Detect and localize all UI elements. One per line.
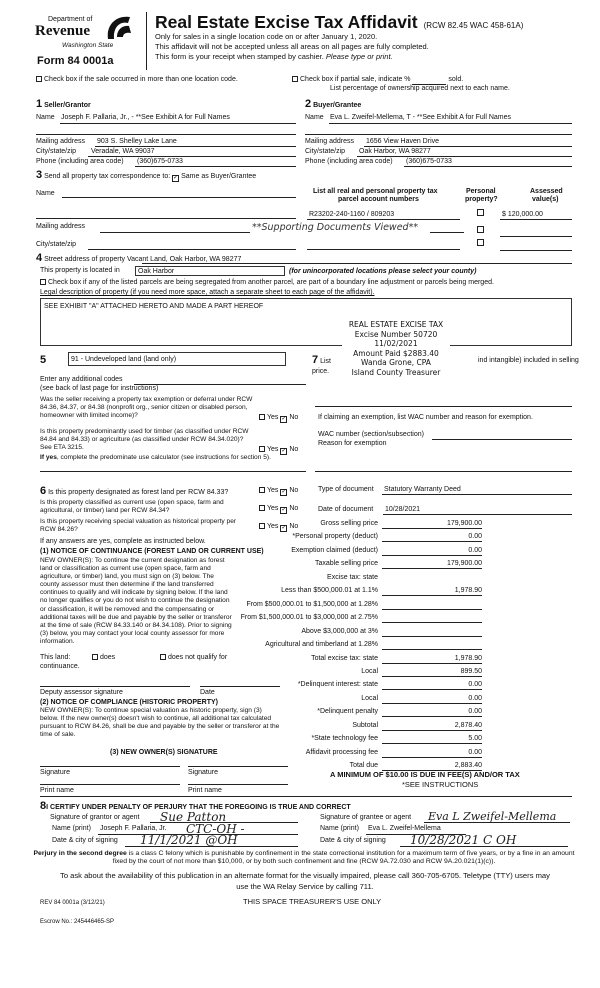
label: This land: — [40, 654, 71, 661]
label: Date & city of signing — [52, 837, 118, 844]
tax-row-value[interactable]: 0.00 — [382, 533, 482, 542]
tax-row-value[interactable]: 2,878.40 — [382, 722, 482, 731]
form-number: Form 84 0001a — [37, 55, 114, 67]
tax-row-value[interactable]: 0.00 — [382, 708, 482, 717]
timber-ag-yes-no[interactable]: Yes ✓ No — [259, 446, 298, 455]
does-not-qualify-checkbox[interactable] — [160, 654, 227, 662]
label: Yes — [267, 523, 279, 530]
grantee-date-field[interactable]: 10/28/2021 C OH — [410, 833, 517, 847]
grantor-signature[interactable]: Sue Patton — [160, 810, 227, 824]
label: continuance. — [40, 663, 80, 670]
tax-row-value[interactable]: 0.00 — [382, 749, 482, 758]
section-number: 7 — [312, 354, 319, 366]
label: Yes — [267, 505, 279, 512]
label: (see back of last page for instructions) — [40, 385, 159, 392]
section-number: 6 — [40, 485, 47, 497]
personal-property-checkbox[interactable] — [477, 209, 484, 216]
tax-row-value[interactable]: 1,978.90 — [382, 655, 482, 664]
tax-row-value[interactable]: 1,978.90 — [382, 587, 482, 596]
label: Name (print) — [320, 825, 359, 832]
label: City/state/zip — [305, 148, 346, 155]
tax-row-label: Exemption claimed (deduct) — [291, 546, 378, 554]
receipt-note: This form is your receipt when stamped by cashier. — [155, 52, 324, 61]
grantor-date-field[interactable]: 11/1/2021 @OH — [140, 833, 238, 847]
grantor-name-field[interactable]: Joseph F. Pallaria, Jr. — [100, 825, 167, 832]
see-instructions: *SEE INSTRUCTIONS — [402, 780, 479, 789]
section-number: 4 — [36, 252, 43, 264]
legal-description-field[interactable] — [40, 298, 572, 346]
label: does — [100, 654, 116, 661]
label: No — [289, 446, 299, 453]
legal-description-text: SEE EXHIBIT "A" ATTACHED HERETO AND MADE A PART HEREOF — [44, 303, 264, 310]
section-heading: Seller/Grantor — [44, 102, 91, 109]
section-number: 5 — [40, 354, 47, 366]
seller-phone-field[interactable]: (360)675-0733 — [137, 158, 183, 165]
section-number: 8 — [40, 800, 47, 812]
title-row — [155, 13, 523, 32]
treasurer-use-label: THIS SPACE TREASURER'S USE ONLY — [243, 897, 382, 906]
accessibility-note: To ask about the availability of this publication in an alternate format for the visually impaired, please call 360-705-6705. Teletype (TTY) users may use the WA Relay Service by calling 711. — [60, 871, 550, 891]
label: is a class C felony which is punishable by confinement in the state correctional institution for a maximum term of five years, or by a fine in an amount fixed by the court of not more than $10,000, or by both such confinement and fine (RCW 9A.72.030 and RCW 9A.20.021(1)(c)). — [112, 850, 575, 866]
label: Phone (including area code) — [305, 158, 393, 165]
label: Enter any additional codes — [40, 376, 123, 383]
label: If yes — [40, 454, 57, 461]
question-text: Is this property classified as current use (open space, farm and agricultural, or timber) land per RCW 84.34? — [40, 499, 224, 515]
tax-row-label: Taxable selling price — [314, 560, 378, 568]
tax-row-label: *Delinquent interest: state — [297, 681, 378, 689]
grantee-signature[interactable]: Eva L Zweifel-Mellema — [428, 810, 557, 823]
label: , complete the predominate use calculator (see instructions for section 5). — [56, 454, 271, 461]
section-number: 2 — [305, 98, 312, 110]
buyer-name-field[interactable]: Eva L. Zweifel-Mellema, T - **See Exhibit A for Full Names — [330, 114, 512, 121]
label: No — [289, 523, 299, 530]
label: ind intangible) included in selling — [478, 357, 579, 364]
label: Yes — [267, 446, 279, 453]
dept-label: Department of — [48, 16, 93, 23]
seller-name-field[interactable]: Joseph F. Pallaria, Jr., - **See Exhibit A for Full Names — [61, 114, 230, 121]
label: No — [289, 487, 299, 494]
partial-percent-field[interactable] — [412, 76, 446, 85]
partial-sale-checkbox[interactable] — [292, 76, 463, 85]
location-select[interactable]: Oak Harbor — [135, 266, 285, 276]
label: Yes — [267, 487, 279, 494]
same-as-buyer-checkbox[interactable]: ✓ — [173, 175, 179, 181]
column-header: Personal — [466, 188, 496, 195]
label: Name — [36, 190, 55, 197]
instruction-line: This affidavit will not be accepted unless all areas on all pages are fully completed. — [155, 42, 429, 51]
label: Print name — [188, 787, 222, 794]
buyer-mail-field[interactable]: 1656 View Haven Drive — [366, 138, 440, 145]
label: Signature — [188, 769, 218, 776]
label: Check box if the sale occurred in more than one location code. — [44, 76, 238, 83]
seller-mail-field[interactable]: 903 S. Shelley Lake Lane — [97, 138, 177, 145]
label: Mailing address — [36, 138, 86, 145]
stamp-line: 11/02/2021 — [374, 339, 418, 348]
label: City/state/zip — [36, 148, 77, 155]
label: Send all property tax correspondence to: — [44, 173, 171, 180]
notice-text: NEW OWNER(S): To continue the current designation as forest land or classification as current use (open space, farm and agriculture, or timber) land, you must sign on (3) below. The county assessor must then determine if the land transferred continues to qualify and will indicate by signing below. If the land no longer qualifies or you do not wish to continue the designation or classification, it will be removed and the compensating or additional taxes will be due and payable by the seller or transferor at the time of sale (RCW 84.33.140 or 84.34.108). Prior to signing (3) below, you may contact your local county assessor for more information. — [40, 557, 232, 645]
label: Date of document — [318, 506, 374, 513]
stamp-line: Wanda Grone, CPA — [361, 358, 431, 367]
tax-row-label: Gross selling price — [320, 520, 378, 527]
tax-row-value[interactable] — [382, 641, 482, 650]
label: Print name — [40, 787, 74, 794]
section-heading: Buyer/Grantee — [313, 102, 362, 109]
tax-row-value[interactable] — [382, 614, 482, 623]
partial-note: List percentage of ownership acquired next to each name. — [330, 85, 510, 92]
type-print-note: Please type or print. — [325, 52, 393, 61]
state-label: Washington State — [62, 42, 114, 49]
historic-yes-no[interactable]: Yes ✓ No — [259, 523, 298, 532]
document-date-field[interactable]: 10/28/2021 — [385, 506, 421, 513]
notice-title: (1) NOTICE OF CONTINUANCE (FOREST LAND OR CURRENT USE) — [40, 548, 264, 555]
handwritten-note: CTC-OH - — [186, 822, 245, 836]
tax-row-label: From $500,000.01 to $1,500,000 at 1.28% — [246, 600, 378, 608]
buyer-city-field[interactable]: Oak Harbor, WA 98277 — [359, 148, 431, 155]
tax-row-value[interactable] — [382, 628, 482, 637]
tax-row-label: Total excise tax: state — [311, 654, 378, 662]
header-divider — [146, 12, 147, 70]
segregated-checkbox[interactable] — [40, 279, 494, 287]
label: Check box if partial sale, indicate % — [300, 76, 411, 83]
tax-row-label: Excise tax: state — [327, 573, 378, 581]
tax-row-value[interactable]: 0.00 — [382, 547, 482, 556]
notice-text: NEW OWNER(S): To continue special valuation as historic property, sign (3) below. If the new owner(s) doesn't wish to continue, all additional tax calculated pursuant to RCW 84.26, shall be due and payable by the seller or transferor at the time of sale. — [40, 707, 280, 739]
instruction-line: Only for sales in a single location code on or after January 1, 2020. — [155, 32, 378, 41]
label: Signature of grantee or agent — [320, 814, 412, 821]
label: This property is located in — [40, 267, 120, 274]
tax-row-label: Agricultural and timberland at 1.28% — [265, 641, 378, 649]
label: Signature — [40, 769, 70, 776]
land-use-code-select[interactable]: 91 - Undeveloped land (land only) — [68, 352, 286, 366]
tax-row-label: From $1,500,000.01 to $3,000,000 at 2.75% — [240, 614, 378, 622]
label: Reason for exemption — [318, 440, 387, 447]
label: Yes — [267, 414, 279, 421]
column-header: Assessed — [530, 188, 563, 195]
label: Check box if any of the listed parcels are being segregated from another parcel, are part of a boundary line adjustment or parcels being merged. — [48, 279, 494, 286]
buyer-phone-field[interactable]: (360)675-0733 — [406, 158, 452, 165]
seller-city-field[interactable]: Veradale, WA 99037 — [91, 148, 155, 155]
does-qualify-checkbox[interactable] — [92, 654, 115, 662]
section-number: 1 — [36, 98, 43, 110]
supporting-docs-stamp: **Supporting Documents Viewed** — [252, 222, 419, 233]
parcel-number-field[interactable]: R23202-240-1160 / 809203 — [309, 211, 395, 218]
question-text: Is this property predominantly used for timber (as classified under RCW 84.84 and 84.33) or agriculture (as classified under RCW 84.34.020)? See ETA 3215. — [40, 428, 249, 452]
label: Mailing address — [36, 223, 86, 230]
personal-property-checkbox[interactable] — [477, 239, 484, 246]
tax-row-value[interactable]: 0.00 — [382, 695, 482, 704]
question-text: Was the seller receiving a property tax exemption or deferral under RCW 84.36, 84.37, or 84.38 (nonprofit org., senior citizen or disabled person, homeowner with limited income)? — [40, 396, 253, 420]
exemption-yes-no[interactable]: Yes ✓ No — [259, 414, 298, 423]
column-header: List all real and personal property tax — [313, 188, 438, 195]
label: Name — [305, 114, 324, 121]
page-title: Real Estate Excise Tax Affidavit — [155, 12, 418, 32]
label: If claiming an exemption, list WAC number and reason for exemption. — [318, 414, 533, 421]
label: No — [289, 414, 299, 421]
excise-tax-paid-stamp — [342, 318, 450, 379]
tax-row-label: Subtotal — [352, 721, 378, 729]
personal-property-checkbox[interactable] — [477, 226, 484, 233]
tax-row-label: *Personal property (deduct) — [292, 533, 378, 541]
label: If any answers are yes, complete as instructed below. — [40, 538, 206, 545]
instruction-line — [155, 53, 393, 61]
assessed-value-field[interactable]: $ 120,000.00 — [502, 211, 543, 218]
multi-location-checkbox[interactable] — [36, 76, 238, 84]
tax-row-value[interactable]: 5.00 — [382, 735, 482, 744]
label: Name — [36, 114, 55, 121]
label: Legal description of property (if you need more space, attach a separate sheet to each page of the affidavit). — [40, 289, 375, 296]
stamp-line: Island County Treasurer — [351, 367, 441, 377]
forest-land-yes-no[interactable]: Yes ✓ No — [259, 487, 298, 496]
section-number: 3 — [36, 169, 43, 181]
tax-row-label: Total due — [349, 762, 378, 770]
label: Name (print) — [52, 825, 91, 832]
label: Date & city of signing — [320, 837, 386, 844]
perjury-notice — [30, 850, 578, 866]
location-note: (for unincorporated locations please select your county) — [289, 268, 477, 275]
revenue-logo-text: Revenue — [35, 23, 90, 39]
label: WAC number (section/subsection) — [318, 431, 424, 438]
tax-row-label: Less than $500,000.01 at 1.1% — [281, 587, 378, 595]
column-header: value(s) — [532, 196, 559, 203]
tax-row-value[interactable]: 0.00 — [382, 681, 482, 690]
escrow-number: Escrow No.: 245446465-SP — [40, 919, 115, 925]
tax-row-label: *State technology fee — [311, 735, 378, 743]
grantee-name-field[interactable]: Eva L. Zweifel-Mellema — [368, 825, 441, 832]
label: price. — [312, 368, 330, 375]
stamp-line: Excise Number 50720 — [354, 329, 438, 339]
label: No — [289, 505, 299, 512]
tax-row-value[interactable]: 899.50 — [382, 668, 482, 677]
tax-row-label: Local — [361, 667, 378, 675]
certify-heading: I CERTIFY UNDER PENALTY OF PERJURY THAT THE FOREGOING IS TRUE AND CORRECT — [46, 804, 351, 811]
tax-row-label: Local — [361, 694, 378, 702]
label: Street address of property — [44, 256, 126, 263]
label: Perjury in the second degree — [33, 850, 127, 857]
tax-row-label: *Delinquent penalty — [317, 708, 378, 716]
label: does not qualify for — [168, 654, 228, 661]
current-use-yes-no[interactable]: Yes ✓ No — [259, 505, 298, 514]
tax-row-value[interactable] — [382, 601, 482, 610]
label: Date — [200, 689, 215, 696]
tax-row-value[interactable]: 179,900.00 — [382, 520, 482, 529]
tax-row-label: Above $3,000,000 at 3% — [301, 627, 378, 635]
label: Deputy assessor signature — [40, 689, 123, 696]
tax-row-value[interactable]: 179,900.00 — [382, 560, 482, 569]
dor-logo-icon — [104, 13, 134, 41]
stamp-line: REAL ESTATE EXCISE TAX — [348, 320, 444, 329]
column-header: property? — [465, 196, 498, 203]
tax-row-label: Affidavit processing fee — [305, 748, 378, 756]
label: City/state/zip — [36, 241, 77, 248]
wac-number-field[interactable] — [432, 439, 572, 440]
label: sold. — [448, 76, 464, 83]
rcw-ref: (RCW 82.45 WAC 458-61A) — [423, 21, 524, 30]
label: Phone (including area code) — [36, 158, 124, 165]
revision-label: REV 84 0001a (3/12/21) — [40, 900, 105, 906]
label: List — [320, 358, 331, 365]
question-text: Is this property receiving special valuation as historical property per RCW 84.26? — [40, 518, 237, 534]
question-text: Is this property designated as forest land per RCW 84.33? — [48, 489, 229, 496]
label: Same as Buyer/Grantee — [181, 173, 257, 180]
notice-title: (3) NEW OWNER(S) SIGNATURE — [110, 749, 218, 756]
notice-title: (2) NOTICE OF COMPLIANCE (HISTORIC PROPERTY) — [40, 699, 218, 706]
document-type-field[interactable]: Statutory Warranty Deed — [384, 486, 461, 493]
column-header: parcel account numbers — [338, 196, 419, 203]
label: Mailing address — [305, 138, 355, 145]
stamp-line: Amount Paid $2883.40 — [353, 348, 439, 358]
minimum-due-note: A MINIMUM OF $10.00 IS DUE IN FEE(S) AND/OR TAX — [330, 770, 520, 779]
label: Signature of grantor or agent — [50, 814, 140, 821]
tax-row-value[interactable]: 2,883.40 — [382, 762, 482, 771]
property-address-field[interactable]: Vacant Land, Oak Harbor, WA 98277 — [126, 256, 242, 263]
label: Type of document — [318, 486, 374, 493]
